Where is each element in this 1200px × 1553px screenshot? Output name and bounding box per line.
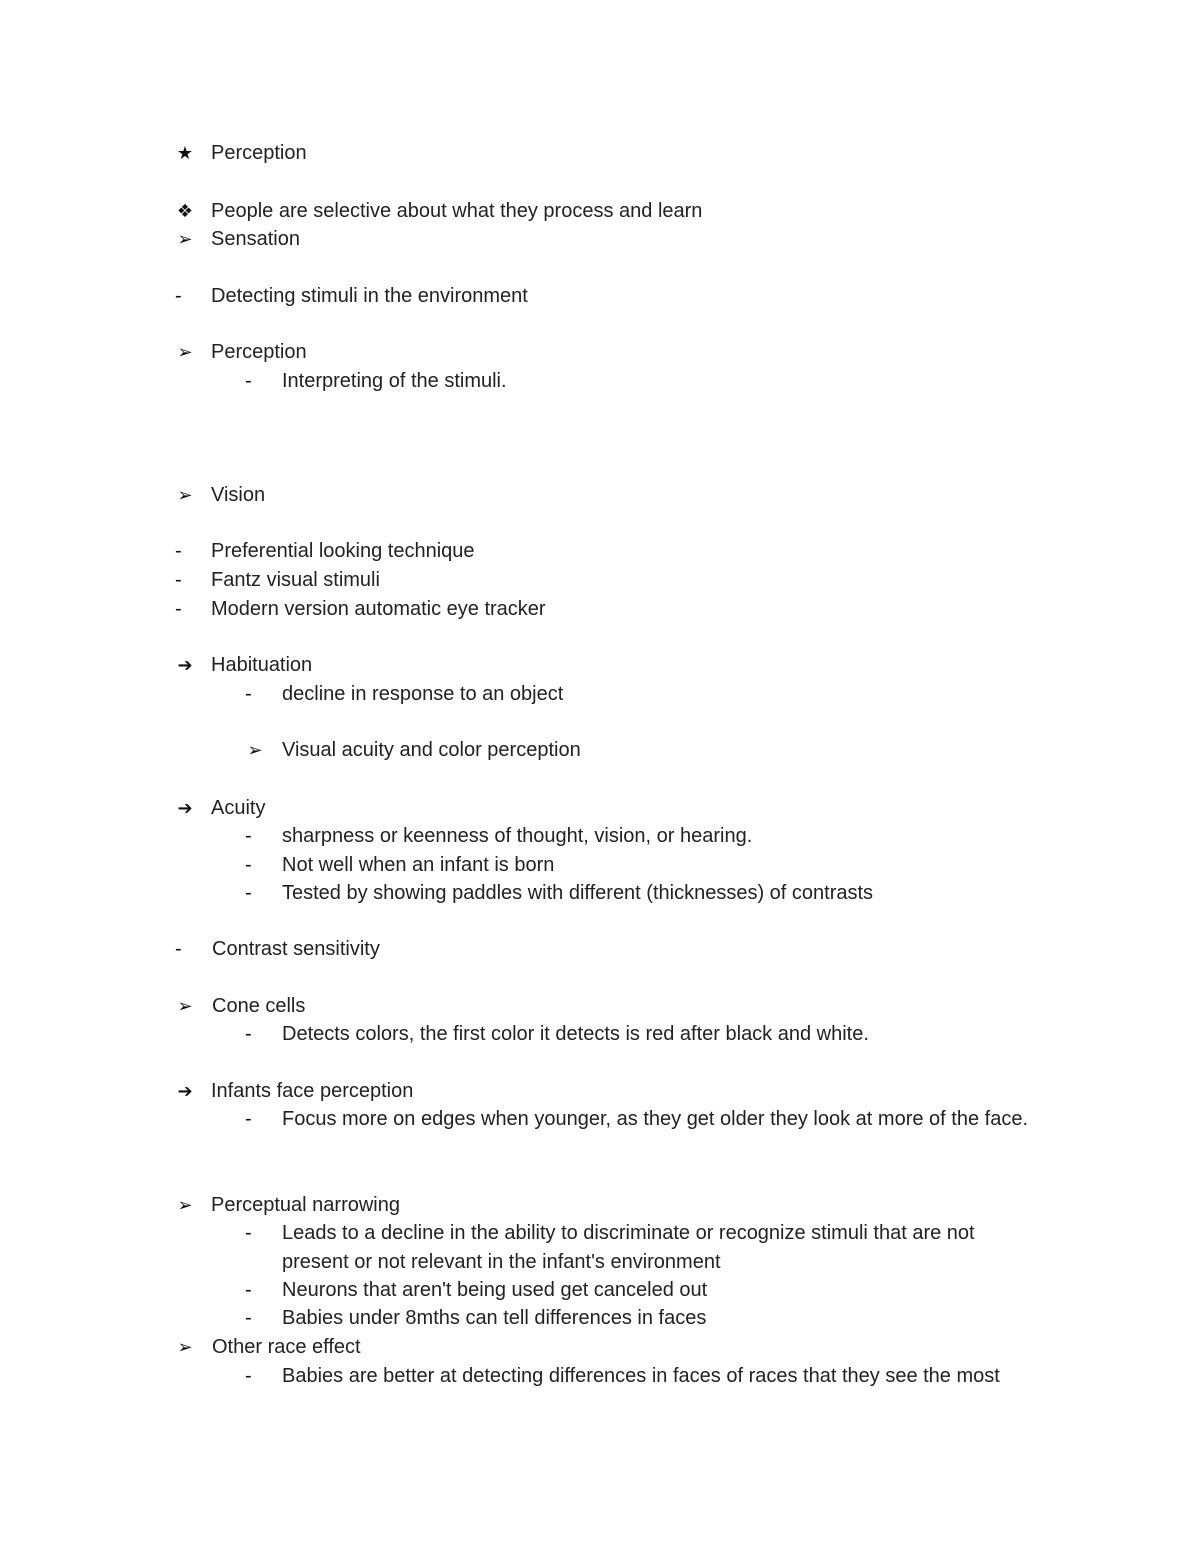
dash-bullet-icon: - [245, 1108, 252, 1130]
dash-bullet-icon: - [245, 854, 252, 876]
arrow-right-bullet-icon: ➔ [177, 655, 193, 675]
list-item-text: Perceptual narrowing [211, 1194, 400, 1216]
dash-bullet-icon: - [245, 825, 252, 847]
list-item-text: Contrast sensitivity [212, 938, 380, 960]
dash-bullet-icon: - [175, 598, 182, 620]
list-item-text: Perception [211, 142, 307, 164]
list-item-text: Perception [211, 341, 307, 363]
dash-bullet-icon: - [245, 370, 252, 392]
list-item-text: Neurons that aren't being used get canceled out [282, 1279, 708, 1301]
arrow-right-bullet-icon: ➔ [177, 1081, 193, 1101]
dash-bullet-icon: - [175, 540, 182, 562]
list-item-text: decline in response to an object [282, 683, 564, 705]
arrowhead-bullet-icon: ➢ [177, 1337, 193, 1357]
list-item-text: Detecting stimuli in the environment [211, 285, 528, 307]
list-item-text: Preferential looking technique [211, 540, 475, 562]
arrowhead-bullet-icon: ➢ [177, 342, 193, 362]
list-item-text: Visual acuity and color perception [282, 739, 581, 761]
dash-bullet-icon: - [245, 1222, 252, 1244]
list-item-text: Sensation [211, 228, 300, 250]
dash-bullet-icon: - [245, 1279, 252, 1301]
list-item-text: Cone cells [212, 995, 306, 1017]
dash-bullet-icon: - [175, 285, 182, 307]
arrowhead-bullet-icon: ➢ [177, 229, 193, 249]
dash-bullet-icon: - [175, 569, 182, 591]
dash-bullet-icon: - [245, 1023, 252, 1045]
list-item-text: Babies under 8mths can tell differences in faces [282, 1307, 707, 1329]
list-item-text: sharpness or keenness of thought, vision, or hearing. [282, 825, 753, 847]
list-item-text: Habituation [211, 654, 313, 676]
list-item-text: Focus more on edges when younger, as they get older they look at more of the face. [282, 1108, 1028, 1130]
list-item-text: Not well when an infant is born [282, 854, 555, 876]
list-item-text: Fantz visual stimuli [211, 569, 380, 591]
arrowhead-bullet-icon: ➢ [177, 996, 193, 1016]
list-item-text: Babies are better at detecting differences in faces of races that they see the most [282, 1365, 1000, 1387]
list-item-text: Modern version automatic eye tracker [211, 598, 546, 620]
list-item-text: Infants face perception [211, 1080, 414, 1102]
list-item-text: Interpreting of the stimuli. [282, 370, 507, 392]
list-item-text: Acuity [211, 797, 266, 819]
list-item-text: Leads to a decline in the ability to discriminate or recognize stimuli that are not present or not relevant in the infant's environment [282, 1222, 975, 1273]
arrowhead-bullet-icon: ➢ [177, 1195, 193, 1215]
dash-bullet-icon: - [245, 882, 252, 904]
list-item-text: Vision [211, 484, 266, 506]
star-bullet-icon: ★ [176, 143, 194, 163]
list-item-text: Tested by showing paddles with different (thicknesses) of contrasts [282, 882, 874, 904]
arrowhead-bullet-icon: ➢ [177, 485, 193, 505]
dash-bullet-icon: - [245, 1365, 252, 1387]
diamond-bullet-icon: ❖ [176, 201, 194, 221]
list-item-text: People are selective about what they process and learn [211, 200, 703, 222]
list-item-text: Detects colors, the first color it detects is red after black and white. [282, 1023, 869, 1045]
list-item-text: Other race effect [212, 1336, 361, 1358]
dash-bullet-icon: - [245, 683, 252, 705]
dash-bullet-icon: - [175, 938, 182, 960]
dash-bullet-icon: - [245, 1307, 252, 1329]
arrow-right-bullet-icon: ➔ [177, 798, 193, 818]
arrowhead-bullet-icon: ➢ [247, 740, 263, 760]
